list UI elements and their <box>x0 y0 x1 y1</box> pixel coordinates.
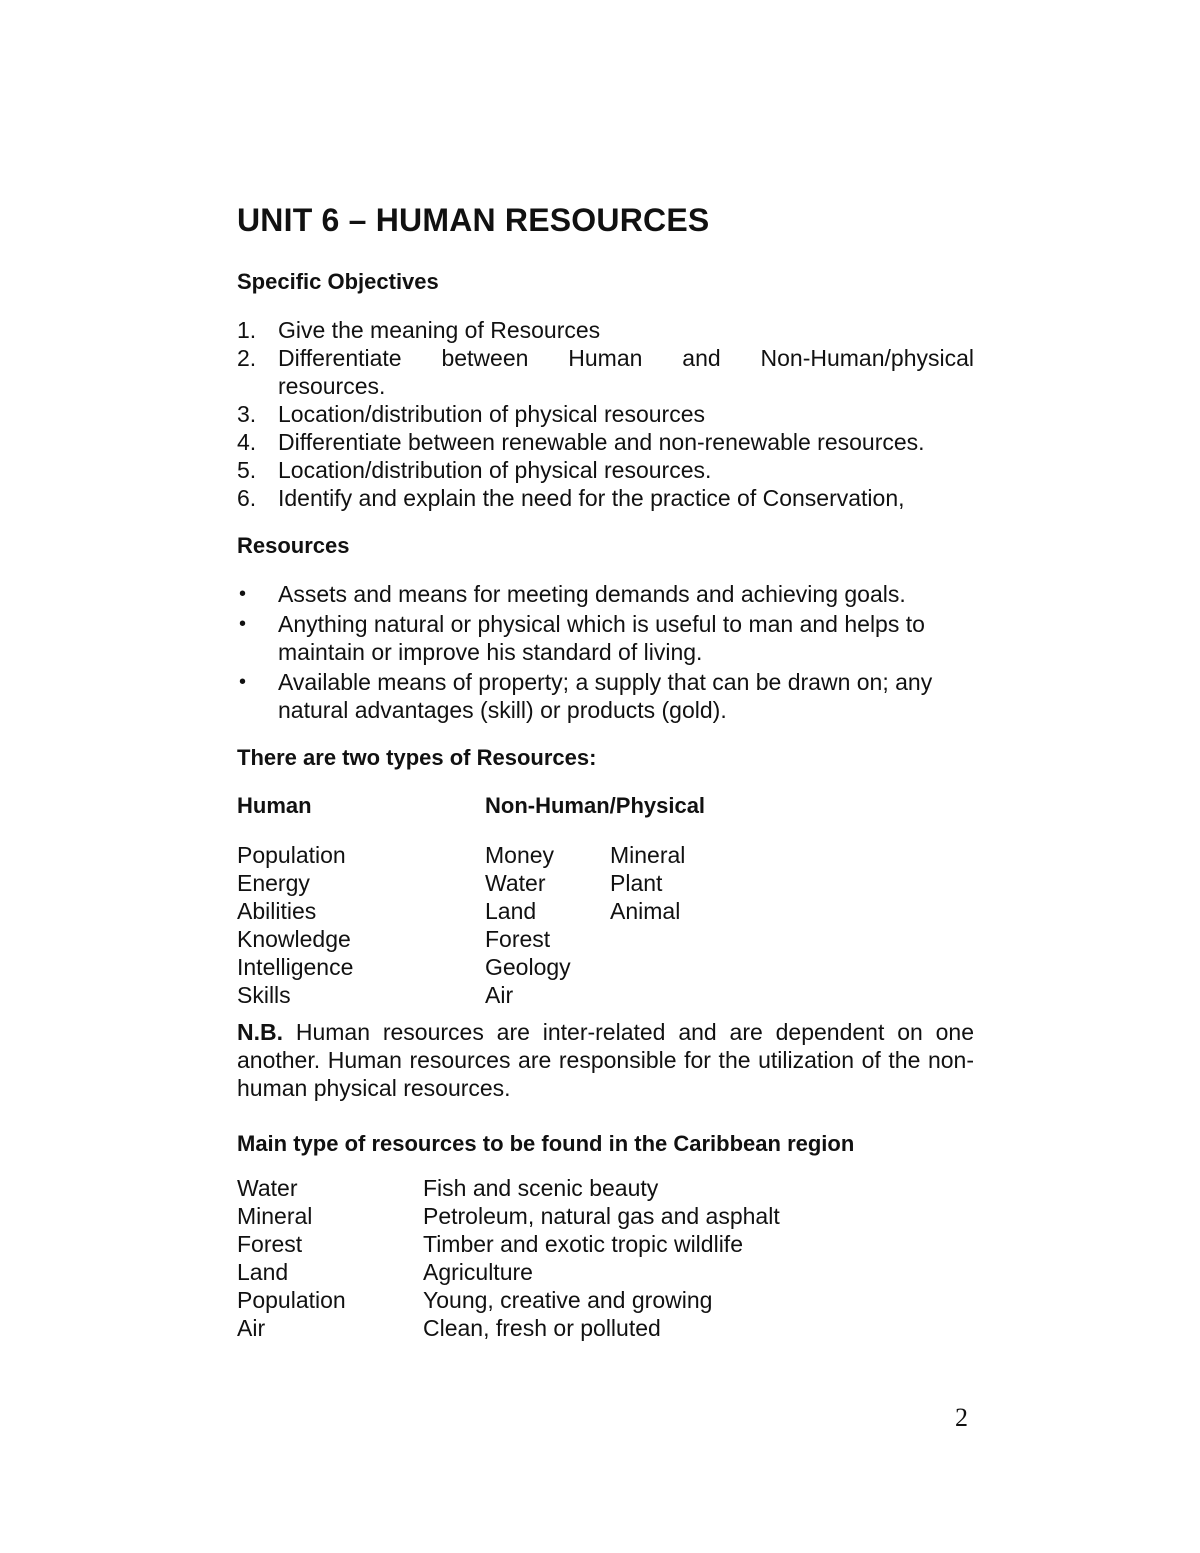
column-spacer <box>610 792 685 820</box>
objective-number: 6. <box>237 485 257 511</box>
nonhuman-resource-item: Animal <box>610 898 681 924</box>
objective-text: Location/distribution of physical resources. <box>278 457 712 483</box>
objective-item <box>237 484 974 512</box>
objective-item <box>237 344 974 400</box>
nonhuman-resource-item: Air <box>485 982 514 1008</box>
resource-description: Young, creative and growing <box>423 1287 713 1313</box>
resources-heading: Resources <box>237 533 350 558</box>
objective-text: Location/distribution of physical resources <box>278 401 706 427</box>
resource-types-heading: There are two types of Resources: <box>237 745 597 770</box>
objective-number: 1. <box>237 317 257 343</box>
resource-types-table <box>237 792 974 1012</box>
objective-number: 2. <box>237 345 257 371</box>
resource-type: Mineral <box>237 1203 313 1229</box>
nota-bene-label: N.B. <box>237 1019 283 1045</box>
table-row <box>237 1202 974 1230</box>
resource-description: Petroleum, natural gas and asphalt <box>423 1203 780 1229</box>
human-resource-item: Abilities <box>237 898 317 924</box>
nonhuman-resource-item: Geology <box>485 954 571 980</box>
table-row <box>237 1286 974 1314</box>
objective-item <box>237 428 974 456</box>
human-resource-item: Skills <box>237 982 291 1008</box>
resource-bullet-item <box>237 580 974 608</box>
bullet-text: Assets and means for meeting demands and achieving goals. <box>278 581 906 607</box>
objectives-list <box>237 316 974 512</box>
objective-item <box>237 316 974 344</box>
table-row <box>237 1174 974 1202</box>
nonhuman-resource-item: Plant <box>610 870 663 896</box>
nonhuman-resource-item: Mineral <box>610 842 686 868</box>
resource-type: Forest <box>237 1231 303 1257</box>
page-content <box>237 198 974 1342</box>
objective-text-line1: Differentiate between Human and Non-Human/physical <box>278 345 974 371</box>
human-resource-item: Energy <box>237 870 310 896</box>
resource-type: Population <box>237 1287 346 1313</box>
objectives-heading: Specific Objectives <box>237 269 439 294</box>
resource-description: Timber and exotic tropic wildlife <box>423 1231 743 1257</box>
objective-item <box>237 400 974 428</box>
bullet-icon: • <box>239 671 247 693</box>
bullet-text: Anything natural or physical which is useful to man and helps to maintain or improve his standard of living. <box>278 611 925 665</box>
bullet-icon: • <box>239 583 247 605</box>
table-row <box>237 1258 974 1286</box>
objective-text: Identify and explain the need for the practice of Conservation, <box>278 485 905 511</box>
objective-number: 3. <box>237 401 257 427</box>
caribbean-resources-table <box>237 1174 974 1342</box>
table-row <box>237 1314 974 1342</box>
resource-type: Air <box>237 1315 266 1341</box>
resource-type: Water <box>237 1175 298 1201</box>
resource-bullet-item <box>237 668 974 724</box>
objective-text-line2: resources. <box>278 373 386 399</box>
bullet-text: Available means of property; a supply that can be drawn on; any natural advantages (skill) or products (gold). <box>278 669 933 723</box>
page-number: 2 <box>955 1403 968 1432</box>
resource-description: Clean, fresh or polluted <box>423 1315 661 1341</box>
nonhuman-resource-item: Forest <box>485 926 551 952</box>
nota-bene-paragraph <box>237 1018 974 1102</box>
caribbean-resources-heading: Main type of resources to be found in the Caribbean region <box>237 1131 855 1156</box>
page-title: UNIT 6 – HUMAN RESOURCES <box>237 202 710 238</box>
objective-text: Give the meaning of Resources <box>278 317 601 343</box>
nonhuman-column-2 <box>610 792 685 925</box>
human-column <box>237 792 353 1009</box>
bullet-icon: • <box>239 613 247 635</box>
resource-type: Land <box>237 1259 289 1285</box>
nota-bene-text: Human resources are inter-related and are dependent on one another. Human resources are responsible for the utilization of the non-human physical resources. <box>237 1019 974 1101</box>
nonhuman-column-heading: Non-Human/Physical <box>485 793 706 818</box>
resources-bullet-list <box>237 580 974 724</box>
resource-bullet-item <box>237 610 974 666</box>
objective-number: 5. <box>237 457 257 483</box>
human-column-heading: Human <box>237 793 312 818</box>
resource-description: Agriculture <box>423 1259 533 1285</box>
table-row <box>237 1230 974 1258</box>
nonhuman-resource-item: Land <box>485 898 537 924</box>
resource-description: Fish and scenic beauty <box>423 1175 659 1201</box>
objective-number: 4. <box>237 429 257 455</box>
objective-item <box>237 456 974 484</box>
human-resource-item: Population <box>237 842 346 868</box>
nonhuman-resource-item: Money <box>485 842 555 868</box>
nonhuman-resource-item: Water <box>485 870 546 896</box>
objective-text: Differentiate between renewable and non-renewable resources. <box>278 429 925 455</box>
human-resource-item: Knowledge <box>237 926 351 952</box>
human-resource-item: Intelligence <box>237 954 354 980</box>
